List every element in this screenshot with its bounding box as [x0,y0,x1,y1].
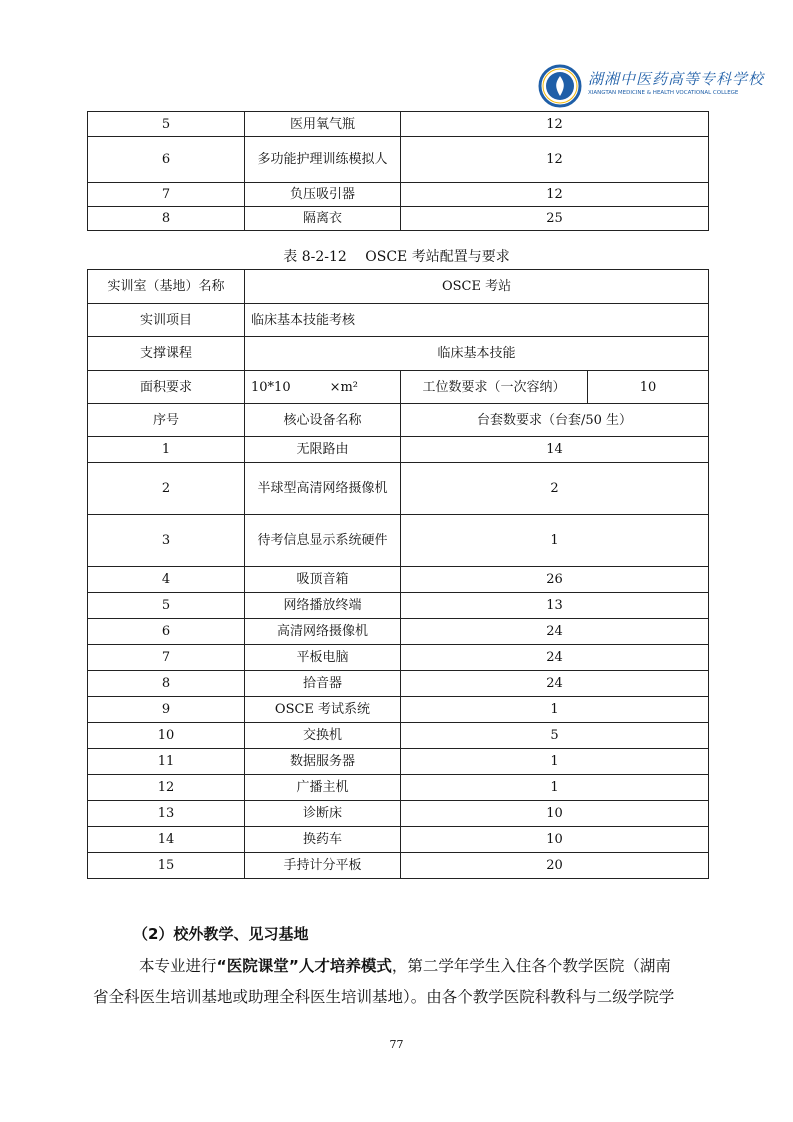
table-row [88,853,709,879]
row-number: 15 [88,853,245,879]
table-row [88,515,709,567]
row-number: 5 [88,112,245,137]
equipment-name: 无限路由 [245,437,401,463]
quantity: 24 [401,645,709,671]
table-caption: 表 8-2-12 OSCE 考站配置与要求 [283,249,510,265]
quantity: 12 [401,183,709,207]
equipment-name: 数据服务器 [245,749,401,775]
row-number: 11 [88,749,245,775]
quantity: 20 [401,853,709,879]
table-row [88,463,709,515]
table-row [88,183,709,207]
equipment-name: 平板电脑 [245,645,401,671]
quantity: 1 [401,749,709,775]
course-label: 支撑课程 [88,337,245,371]
quantity: 24 [401,619,709,645]
equipment-name: 诊断床 [245,801,401,827]
page-number: 77 [389,1038,404,1051]
row-number: 6 [88,137,245,183]
equipment-table-continued [87,111,709,231]
para-post: ，第二学年学生入住各个教学医院（湖南 [391,957,671,975]
row-number: 6 [88,619,245,645]
section-heading: （2）校外教学、见习基地 [133,925,309,943]
quantity: 12 [401,112,709,137]
row-number: 4 [88,567,245,593]
equipment-name: 广播主机 [245,775,401,801]
row-number: 7 [88,183,245,207]
equipment-name: OSCE 考试系统 [245,697,401,723]
col-header-qty: 台套数要求（台套/50 生） [401,404,709,437]
row-number: 12 [88,775,245,801]
table-row [88,671,709,697]
row-number: 9 [88,697,245,723]
quantity: 26 [401,567,709,593]
room-label: 实训室（基地）名称 [88,270,245,304]
equipment-name: 医用氧气瓶 [245,112,401,137]
area-value: 10*10 ×m² [245,371,401,404]
logo-chinese-name: 湖湘中医药高等专科学校 [588,70,765,88]
row-number: 1 [88,437,245,463]
table-row [88,593,709,619]
equipment-name: 拾音器 [245,671,401,697]
table-row [88,112,709,137]
equipment-name: 多功能护理训练模拟人 [245,137,401,183]
quantity: 1 [401,697,709,723]
quantity: 1 [401,515,709,567]
quantity: 24 [401,671,709,697]
course-value: 临床基本技能 [245,337,709,371]
row-number: 3 [88,515,245,567]
row-number: 13 [88,801,245,827]
row-number: 5 [88,593,245,619]
col-header-no: 序号 [88,404,245,437]
equipment-name: 换药车 [245,827,401,853]
quantity: 12 [401,137,709,183]
equipment-name: 吸顶音箱 [245,567,401,593]
para-emphasis: “医院课堂”人才培养模式 [216,957,392,975]
para-pre: 本专业进行 [139,957,217,975]
quantity: 1 [401,775,709,801]
table-row [88,137,709,183]
project-value: 临床基本技能考核 [245,304,709,337]
station-label: 工位数要求（一次容纳） [401,371,588,404]
table-row [88,827,709,853]
room-value: OSCE 考站 [245,270,709,304]
quantity: 13 [401,593,709,619]
quantity: 2 [401,463,709,515]
equipment-name: 高清网络摄像机 [245,619,401,645]
quantity: 14 [401,437,709,463]
row-number: 14 [88,827,245,853]
equipment-name: 网络播放终端 [245,593,401,619]
project-label: 实训项目 [88,304,245,337]
equipment-name: 手持计分平板 [245,853,401,879]
table-row [88,723,709,749]
table-row [88,567,709,593]
quantity: 10 [401,801,709,827]
equipment-name: 负压吸引器 [245,183,401,207]
row-number: 8 [88,671,245,697]
table-row [88,207,709,231]
logo-english-name: XIANGTAN MEDICINE & HEALTH VOCATIONAL COLLEGE [588,90,739,96]
row-number: 7 [88,645,245,671]
osce-config-table [87,269,709,879]
col-header-name: 核心设备名称 [245,404,401,437]
paragraph-line-1 [93,951,701,982]
equipment-name: 待考信息显示系统硬件 [245,515,401,567]
row-number: 10 [88,723,245,749]
paragraph-line-2: 省全科医生培训基地或助理全科医生培训基地）。由各个教学医院科教科与二级学院学 [93,988,675,1006]
equipment-name: 隔离衣 [245,207,401,231]
quantity: 25 [401,207,709,231]
table-row [88,801,709,827]
row-number: 8 [88,207,245,231]
equipment-name: 交换机 [245,723,401,749]
row-number: 2 [88,463,245,515]
table-row [88,619,709,645]
table-row [88,645,709,671]
table-row [88,775,709,801]
college-logo [538,60,765,116]
table-row [88,697,709,723]
station-value: 10 [588,371,709,404]
area-label: 面积要求 [88,371,245,404]
table-row [88,749,709,775]
equipment-name: 半球型高清网络摄像机 [245,463,401,515]
table-row [88,437,709,463]
quantity: 10 [401,827,709,853]
college-emblem-icon [538,64,582,108]
quantity: 5 [401,723,709,749]
